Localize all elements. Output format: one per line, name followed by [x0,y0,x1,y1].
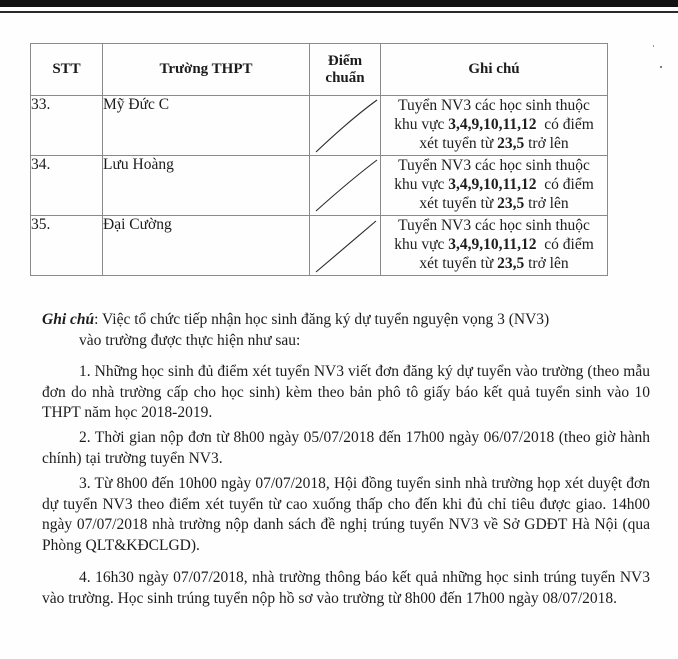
notes-label: Ghi chú [42,311,95,328]
table-row [31,96,608,156]
header-note: Ghi chú [381,44,608,96]
notes-item-1: 1. Những học sinh đủ điểm xét tuyển NV3 viết đơn đăng ký dự tuyển vào trường (theo mẫu đơn do nhà trường cấp cho học sinh) kèm theo bản phô tô giấy báo kết quả tuyển sinh vào 10 THPT năm học 2018-2019. [42,363,650,421]
row-stt: 35. [31,216,103,276]
row-note: Tuyển NV3 các học sinh thuộc khu vực 3,4,9,10,11,12 có điểm xét tuyển từ 23,5 trở lên [381,156,608,216]
scan-speck [653,45,654,47]
row-score-empty [310,216,381,276]
notes-intro [42,310,650,351]
school-score-table [30,43,608,276]
header-score-line1: Điểm [327,52,363,69]
row-school: Đại Cường [103,216,310,276]
notes-item-4: 4. 16h30 ngày 07/07/2018, nhà trường thông báo kết quả những học sinh trúng tuyển NV3 vào trường. Học sinh trúng tuyển nộp hồ sơ vào trường từ 8h00 đến 17h00 ngày 08/07/2018. [42,569,650,607]
diagonal-strike-icon [310,156,380,215]
row-stt: 34. [31,156,103,216]
diagonal-strike-icon [310,96,380,155]
table-row [31,216,608,276]
header-stt: STT [31,44,103,96]
notes-item-3: 3. Từ 8h00 đến 10h00 ngày 07/07/2018, Hội đồng tuyển sinh nhà trường họp xét duyệt đơn dự tuyển NV3 theo điểm xét tuyển từ cao xuống thấp cho đến khi đủ chỉ tiêu được giao. 14h00 ngày 07/07/2018 nhà trường nộp danh sách đề nghị trúng tuyển NV3 về Sở GDĐT Hà Nội (qua Phòng QLT&KĐCLGD). [42,475,650,554]
table-row [31,156,608,216]
top-border-thin [0,11,678,13]
header-school: Trường THPT [103,44,310,96]
diagonal-strike-icon [310,216,380,275]
row-note: Tuyển NV3 các học sinh thuộc khu vực 3,4,9,10,11,12 có điểm xét tuyển từ 23,5 trở lên [381,216,608,276]
notes-intro-line2: vào trường được thực hiện như sau: [79,331,301,349]
row-note: Tuyển NV3 các học sinh thuộc khu vực 3,4,9,10,11,12 có điểm xét tuyển từ 23,5 trở lên [381,96,608,156]
row-stt: 33. [31,96,103,156]
top-border-thick [0,0,678,7]
row-score-empty [310,156,381,216]
row-score-empty [310,96,381,156]
row-school: Lưu Hoàng [103,156,310,216]
row-school: Mỹ Đức C [103,96,310,156]
notes-intro-line1: : Việc tổ chức tiếp nhận học sinh đăng ký dự tuyển nguyện vọng 3 (NV3) [94,311,550,328]
header-score-line2: chuẩn [325,69,365,86]
scan-speck [660,66,662,68]
table-header-row [31,44,608,96]
header-score [310,44,381,96]
notes-item-2: 2. Thời gian nộp đơn từ 8h00 ngày 05/07/2018 đến 17h00 ngày 06/07/2018 (theo giờ hành chính) tại trường tuyển NV3. [42,429,650,467]
